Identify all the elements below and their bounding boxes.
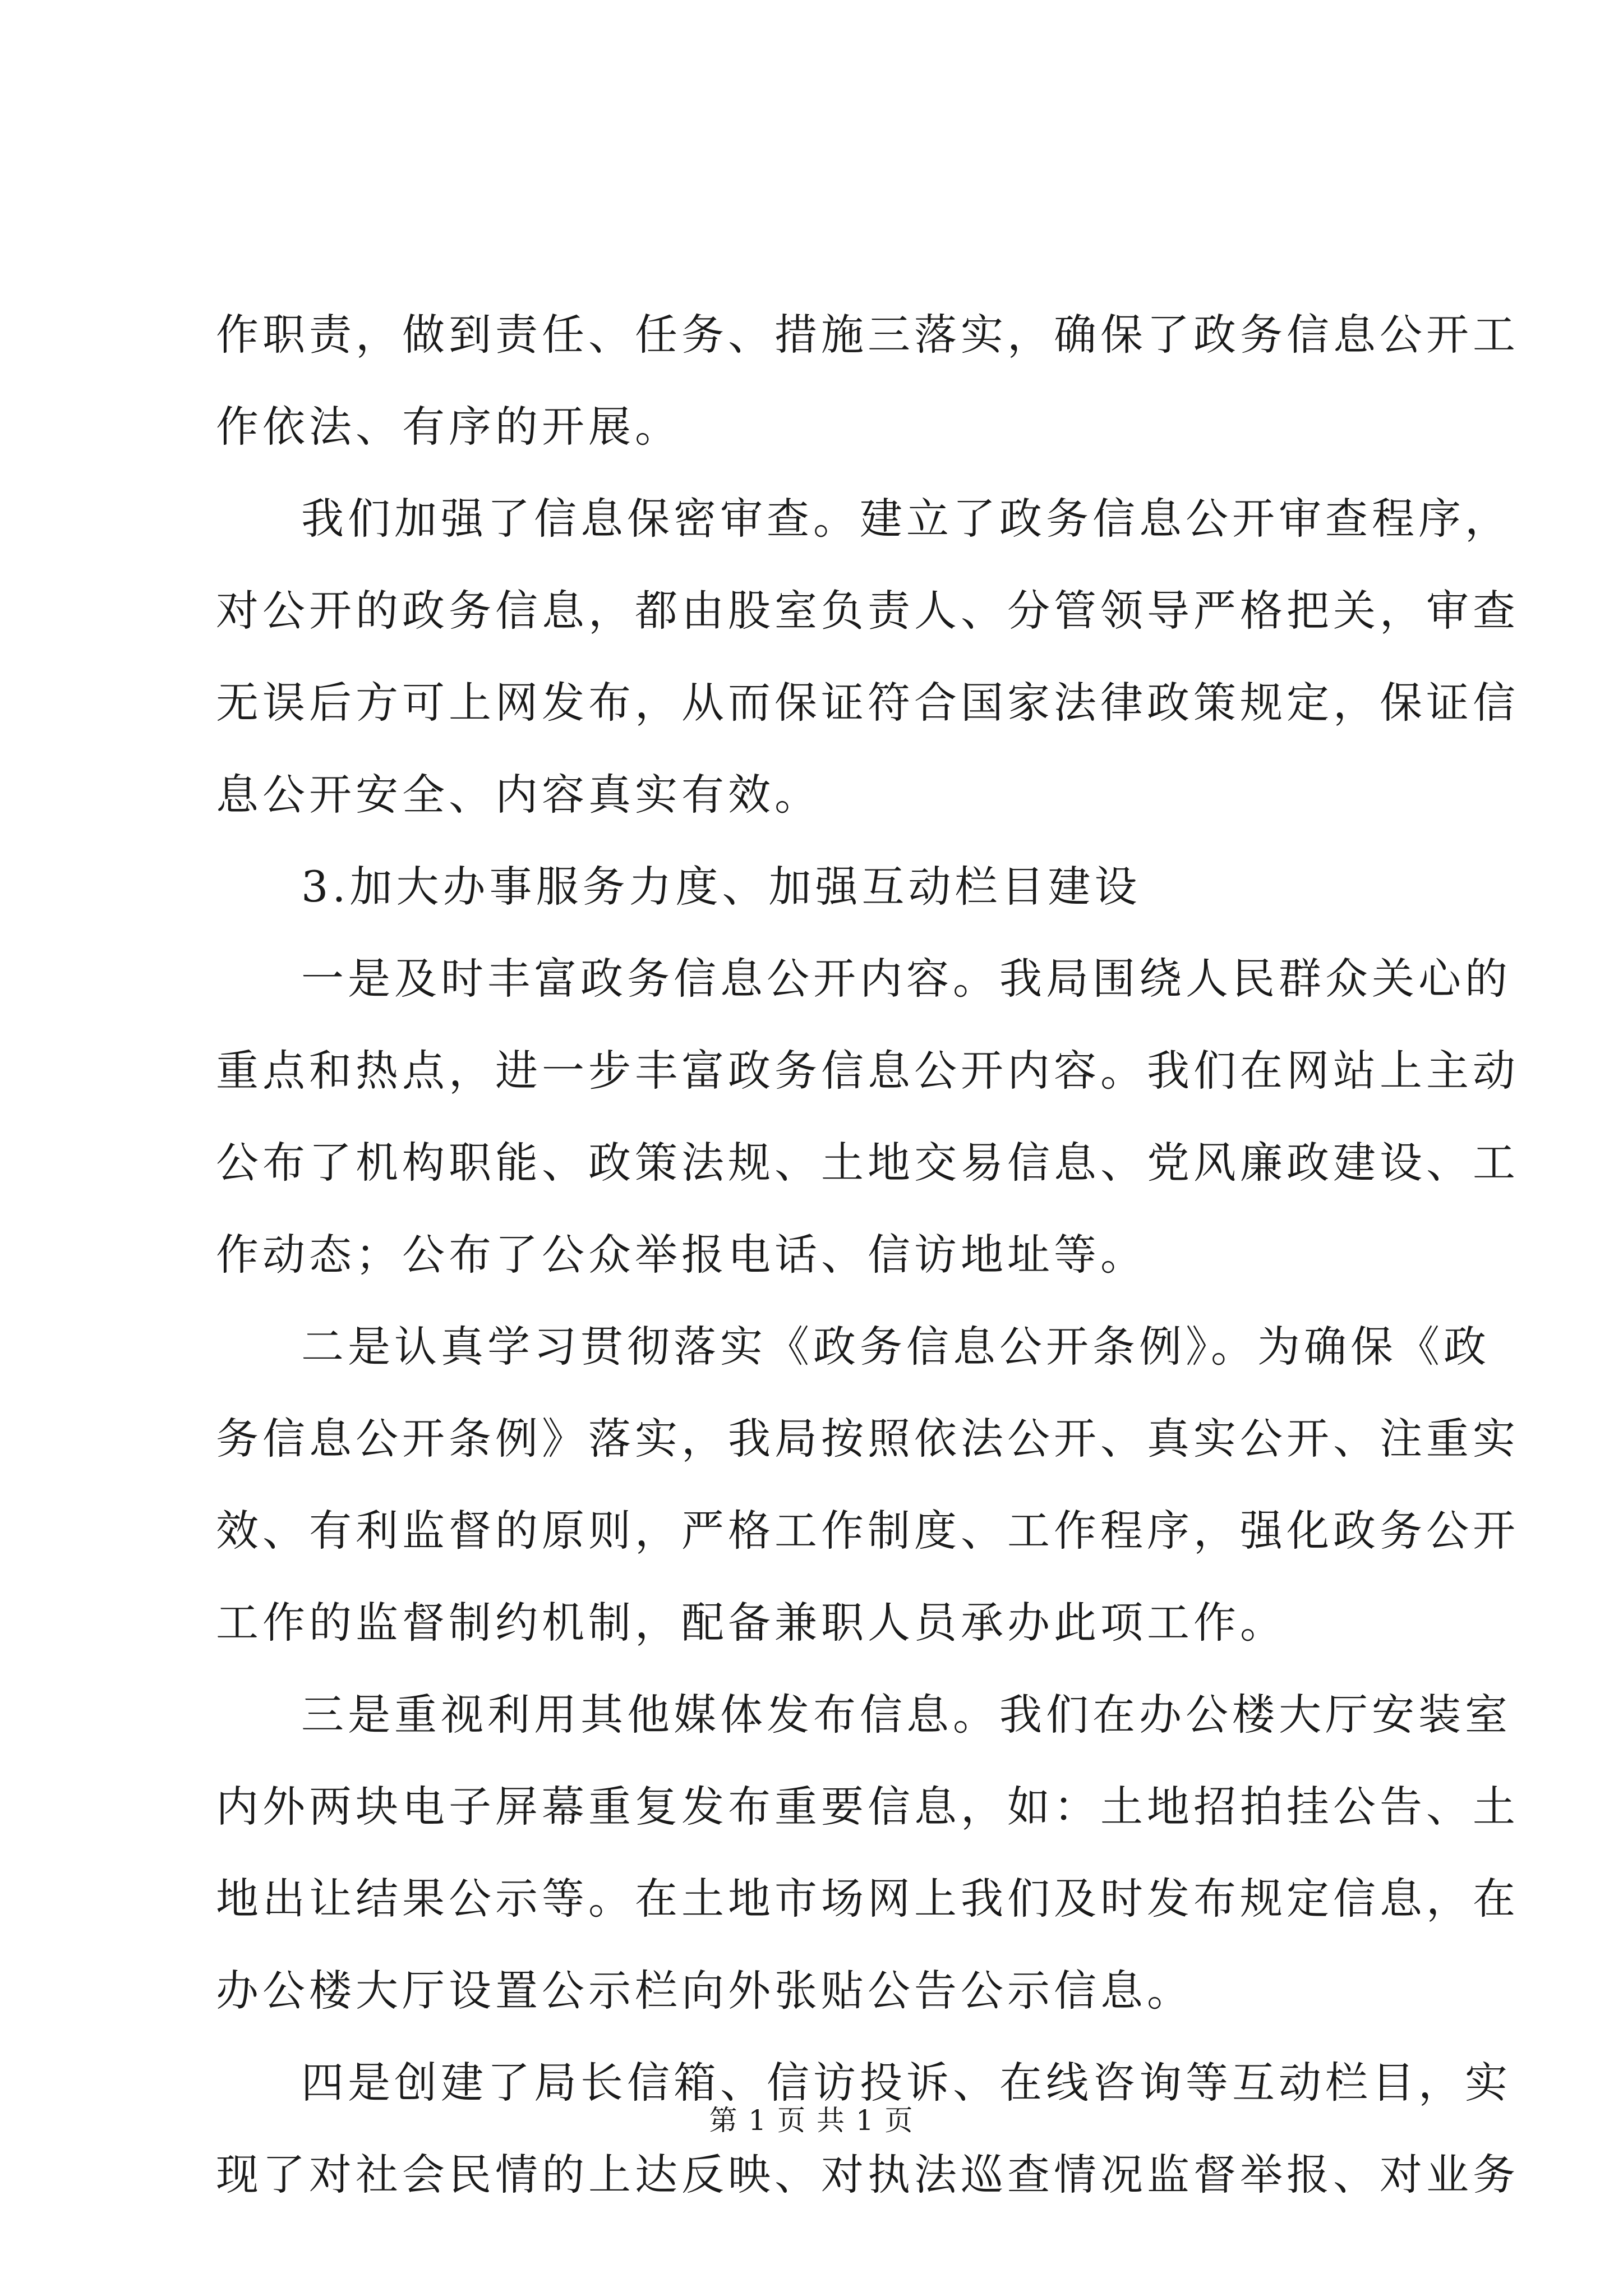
page-number-label: 第 1 页 共 1 页 — [709, 2104, 914, 2137]
text-line: 地出让结果公示等。在土地市场网上我们及时发布规定信息，在 — [216, 1874, 1519, 1924]
text-line: 对公开的政务信息，都由股室负责人、分管领导严格把关，审查 — [216, 586, 1519, 636]
text-line: 二是认真学习贯彻落实《政务信息公开条例》。为确保《政 — [301, 1322, 1490, 1372]
text-line: 无误后方可上网发布，从而保证符合国家法律政策规定，保证信 — [216, 678, 1519, 728]
text-line: 工作的监督制约机制，配备兼职人员承办此项工作。 — [216, 1598, 1287, 1648]
section-heading: 3.加大办事服务力度、加强互动栏目建设 — [301, 862, 1141, 912]
text-line: 办公楼大厅设置公示栏向外张贴公告公示信息。 — [216, 1966, 1193, 2016]
text-line: 作依法、有序的开展。 — [216, 402, 681, 452]
text-line: 一是及时丰富政务信息公开内容。我局围绕人民群众关心的 — [301, 954, 1511, 1004]
text-line: 作职责，做到责任、任务、措施三落实，确保了政务信息公开工 — [216, 310, 1519, 360]
text-line: 我们加强了信息保密审查。建立了政务信息公开审查程序， — [301, 494, 1511, 544]
text-line: 内外两块电子屏幕重复发布重要信息，如：土地招拍挂公告、土 — [216, 1782, 1519, 1832]
text-line: 效、有利监督的原则，严格工作制度、工作程序，强化政务公开 — [216, 1506, 1519, 1556]
text-line: 息公开安全、内容真实有效。 — [216, 770, 821, 820]
text-line: 务信息公开条例》落实，我局按照依法公开、真实公开、注重实 — [216, 1414, 1519, 1464]
text-line: 作动态；公布了公众举报电话、信访地址等。 — [216, 1230, 1147, 1280]
text-line: 三是重视利用其他媒体发布信息。我们在办公楼大厅安装室 — [301, 1690, 1511, 1740]
text-line: 公布了机构职能、政策法规、土地交易信息、党风廉政建设、工 — [216, 1138, 1519, 1188]
page-footer — [0, 2101, 1623, 2140]
text-line: 重点和热点，进一步丰富政务信息公开内容。我们在网站上主动 — [216, 1046, 1519, 1096]
body-text — [216, 289, 1519, 2221]
text-line: 现了对社会民情的上达反映、对执法巡查情况监督举报、对业务 — [216, 2150, 1519, 2200]
text-line: 四是创建了局长信箱、信访投诉、在线咨询等互动栏目，实 — [301, 2058, 1511, 2108]
